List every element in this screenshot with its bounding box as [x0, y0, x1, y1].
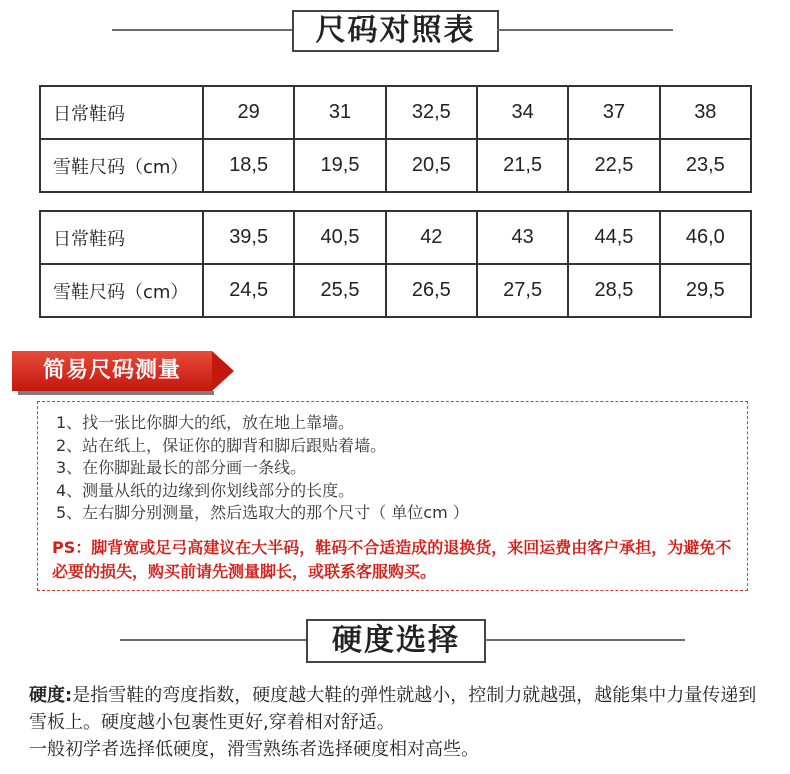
hardness-text: 是指雪鞋的弯度指数，硬度越大鞋的弹性就越小，控制力就越强，越能集中力量传递到雪板上。硬度越小包裹性更好,穿着相对舒适。 — [29, 685, 757, 733]
table-cell: 31 — [294, 86, 385, 139]
hardness-description — [29, 682, 769, 763]
table-cell: 22,5 — [568, 139, 659, 192]
table-cell: 25,5 — [294, 264, 385, 317]
size-chart-header — [0, 8, 790, 50]
ps-note: PS：脚背宽或足弓高建议在大半码，鞋码不合适造成的退换货，来回运费由客户承担，为避免不必要的损失，购买前请先测量脚长，或联系客服购买。 — [52, 538, 732, 581]
list-item: 1、找一张比你脚大的纸，放在地上靠墙。 — [56, 413, 355, 432]
measure-banner — [12, 351, 234, 391]
table-cell: 27,5 — [477, 264, 568, 317]
table-row — [40, 139, 751, 192]
size-table-2 — [39, 210, 752, 318]
table-row — [40, 86, 751, 139]
list-item: 4、测量从纸的边缘到你划线部分的长度。 — [56, 480, 355, 500]
table-row — [40, 211, 751, 264]
steps-list — [56, 412, 469, 525]
row-label: 日常鞋码 — [40, 211, 203, 264]
hardness-advice: 一般初学者选择低硬度，滑雪熟练者选择硬度相对高些。 — [29, 739, 479, 760]
table-cell: 29,5 — [660, 264, 751, 317]
table-cell: 42 — [386, 211, 477, 264]
table-cell: 19,5 — [294, 139, 385, 192]
header-rule-left — [112, 29, 292, 31]
measure-instructions — [37, 401, 748, 591]
hardness-label: 硬度: — [29, 685, 73, 706]
hardness-header — [0, 617, 790, 661]
hardness-title: 硬度选择 — [306, 619, 486, 663]
header-rule-left — [120, 639, 306, 641]
table-cell: 44,5 — [568, 211, 659, 264]
banner-shadow — [18, 391, 214, 395]
table-cell: 29 — [203, 86, 294, 139]
header-rule-right — [497, 29, 673, 31]
table-cell: 40,5 — [294, 211, 385, 264]
table-cell: 38 — [660, 86, 751, 139]
size-chart-title: 尺码对照表 — [292, 10, 499, 52]
header-rule-right — [485, 639, 685, 641]
list-item: 5、左右脚分别测量，然后选取大的那个尺寸（ 单位cm ） — [56, 503, 469, 522]
table-cell: 21,5 — [477, 139, 568, 192]
table-row — [40, 264, 751, 317]
table-cell: 43 — [477, 211, 568, 264]
table-cell: 39,5 — [203, 211, 294, 264]
row-label: 雪鞋尺码（cm） — [40, 139, 203, 192]
table-cell: 37 — [568, 86, 659, 139]
table-cell: 20,5 — [386, 139, 477, 192]
banner-label: 简易尺码测量 — [42, 358, 181, 383]
table-cell: 28,5 — [568, 264, 659, 317]
table-cell: 18,5 — [203, 139, 294, 192]
table-cell: 46,0 — [660, 211, 751, 264]
list-item: 3、在你脚趾最长的部分画一条线。 — [56, 458, 307, 477]
table-cell: 32,5 — [386, 86, 477, 139]
row-label: 雪鞋尺码（cm） — [40, 264, 203, 317]
row-label: 日常鞋码 — [40, 86, 203, 139]
size-table-1 — [39, 85, 752, 193]
banner-arrow-tip — [212, 351, 234, 391]
table-cell: 34 — [477, 86, 568, 139]
table-cell: 24,5 — [203, 264, 294, 317]
table-cell: 26,5 — [386, 264, 477, 317]
table-cell: 23,5 — [660, 139, 751, 192]
list-item: 2、站在纸上，保证你的脚背和脚后跟贴着墙。 — [56, 435, 387, 455]
